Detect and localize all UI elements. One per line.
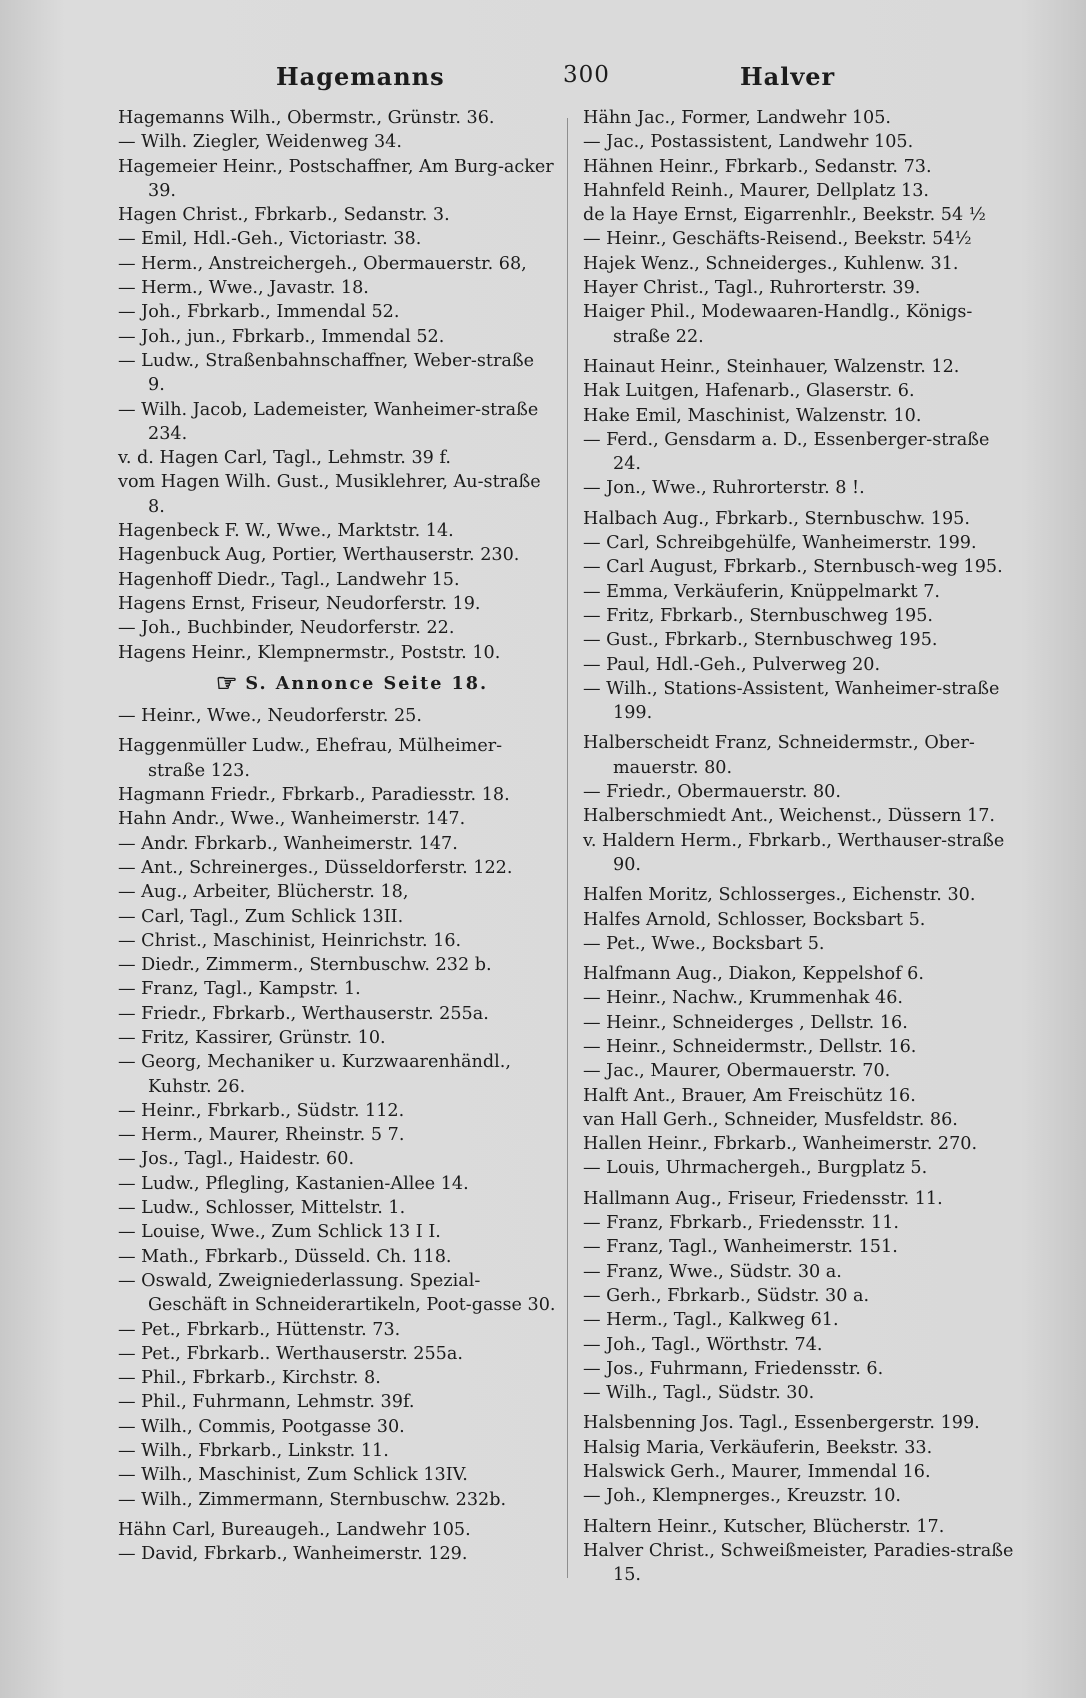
directory-entry: v. d. Hagen Carl, Tagl., Lehmstr. 39 f. xyxy=(118,448,451,469)
directory-entry: — Jac., Maurer, Obermauerstr. 70. xyxy=(583,1061,891,1082)
directory-entry: — Franz, Fbrkarb., Friedensstr. 11. xyxy=(583,1213,899,1234)
directory-entry: — Pet., Wwe., Bocksbart 5. xyxy=(583,933,825,954)
directory-entry: — Herm., Maurer, Rheinstr. 5 7. xyxy=(118,1125,405,1146)
directory-entry: Haggenmüller Ludw., Ehefrau, Mülheimer-straße 123. xyxy=(118,736,503,781)
directory-entry: v. Haldern Herm., Fbrkarb., Werthauser-straße 90. xyxy=(583,830,1005,875)
directory-entry: — Emma, Verkäuferin, Knüppelmarkt 7. xyxy=(583,581,941,602)
running-head-right: Halver xyxy=(740,62,836,91)
directory-entry: — Wilh., Maschinist, Zum Schlick 13IV. xyxy=(118,1465,468,1486)
directory-entry: — Herm., Tagl., Kalkweg 61. xyxy=(583,1310,839,1331)
directory-entry: — Joh., Buchbinder, Neudorferstr. 22. xyxy=(118,618,455,639)
directory-entry: — Herm., Anstreichergeh., Obermauerstr. 68, xyxy=(118,253,527,274)
directory-entry: Hahn Andr., Wwe., Wanheimerstr. 147. xyxy=(118,809,466,830)
directory-entry: — Jac., Postassistent, Landwehr 105. xyxy=(583,132,914,153)
directory-entry: vom Hagen Wilh. Gust., Musiklehrer, Au-straße 8. xyxy=(118,472,541,517)
directory-entry: — Ant., Schreinerges., Düsseldorferstr. 122. xyxy=(118,857,513,878)
directory-entry: — Wilh., Fbrkarb., Linkstr. 11. xyxy=(118,1441,389,1462)
directory-entry: Hayer Christ., Tagl., Ruhrorterstr. 39. xyxy=(583,278,921,299)
directory-entry: Halswick Gerh., Maurer, Immendal 16. xyxy=(583,1462,931,1483)
directory-entry: Hähn Carl, Bureaugeh., Landwehr 105. xyxy=(118,1519,471,1540)
directory-entry: — Oswald, Zweigniederlassung. Spezial-Geschäft in Schneiderartikeln, Poot-gasse 30. xyxy=(118,1270,556,1316)
directory-entry: de la Haye Ernst, Eigarrenhlr., Beekstr. 54 ½ xyxy=(583,205,986,226)
directory-entry: Halsig Maria, Verkäuferin, Beekstr. 33. xyxy=(583,1437,933,1458)
directory-entry: Hagens Heinr., Klempnermstr., Poststr. 10. xyxy=(118,642,501,663)
directory-entry: — Ludw., Straßenbahnschaffner, Weber-straße 9. xyxy=(118,350,535,396)
directory-entry: — Phil., Fbrkarb., Kirchstr. 8. xyxy=(118,1368,381,1389)
directory-entry: Halberschmiedt Ant., Weichenst., Düssern 17. xyxy=(583,806,996,827)
directory-entry: Halfes Arnold, Schlosser, Bocksbart 5. xyxy=(583,909,926,930)
directory-entry: Hähn Jac., Former, Landwehr 105. xyxy=(583,108,892,128)
directory-entry: — Carl August, Fbrkarb., Sternbusch-weg 195. xyxy=(583,557,1003,578)
directory-entry: — Friedr., Obermauerstr. 80. xyxy=(583,782,841,803)
directory-entry: — Wilh., Commis, Pootgasse 30. xyxy=(118,1416,405,1437)
directory-entry: Hagen Christ., Fbrkarb., Sedanstr. 3. xyxy=(118,205,450,226)
directory-entry: — Carl, Schreibgehülfe, Wanheimerstr. 199. xyxy=(583,533,977,554)
directory-entry: — Heinr., Fbrkarb., Südstr. 112. xyxy=(118,1100,405,1121)
directory-entry: — Wilh., Stations-Assistent, Wanheimer-straße 199. xyxy=(583,678,1000,724)
directory-entry: — Louise, Wwe., Zum Schlick 13 I I. xyxy=(118,1222,441,1243)
directory-entry: Hagenbeck F. W., Wwe., Marktstr. 14. xyxy=(118,521,454,542)
directory-entry: — Fritz, Fbrkarb., Sternbuschweg 195. xyxy=(583,605,934,626)
directory-entry: Hake Emil, Maschinist, Walzenstr. 10. xyxy=(583,405,922,426)
directory-entry: — Joh., Klempnerges., Kreuzstr. 10. xyxy=(583,1486,902,1507)
directory-entry: — Louis, Uhrmachergeh., Burgplatz 5. xyxy=(583,1158,928,1179)
annonce-text: S. Annonce Seite 18. xyxy=(245,672,489,694)
directory-entry: — Heinr., Schneidermstr., Dellstr. 16. xyxy=(583,1036,917,1057)
directory-entry: — Joh., Fbrkarb., Immendal 52. xyxy=(118,302,400,323)
directory-entry: — Jon., Wwe., Ruhrorterstr. 8 !. xyxy=(583,478,865,499)
directory-entry: — Wilh., Zimmermann, Sternbuschw. 232b. xyxy=(118,1489,507,1510)
left-column xyxy=(118,106,556,1567)
directory-entry: Halfmann Aug., Diakon, Keppelshof 6. xyxy=(583,964,924,985)
running-head-left: Hagemanns xyxy=(276,62,445,91)
directory-entry: Hagmann Friedr., Fbrkarb., Paradiesstr. 18. xyxy=(118,785,510,806)
directory-entry: — Heinr., Schneiderges , Dellstr. 16. xyxy=(583,1012,908,1033)
directory-entry: Halbach Aug., Fbrkarb., Sternbuschw. 195. xyxy=(583,508,970,529)
directory-entry: — Pet., Fbrkarb.. Werthauserstr. 255a. xyxy=(118,1343,463,1364)
directory-entry: — Friedr., Fbrkarb., Werthauserstr. 255a. xyxy=(118,1003,489,1024)
directory-entry: — Heinr., Nachw., Krummenhak 46. xyxy=(583,988,904,1009)
directory-entry: Haltern Heinr., Kutscher, Blücherstr. 17. xyxy=(583,1516,945,1537)
directory-entry: Hagenhoff Diedr., Tagl., Landwehr 15. xyxy=(118,569,460,590)
directory-entry: — David, Fbrkarb., Wanheimerstr. 129. xyxy=(118,1544,468,1565)
directory-entry: — Joh., jun., Fbrkarb., Immendal 52. xyxy=(118,326,445,347)
directory-entry: — Gust., Fbrkarb., Sternbuschweg 195. xyxy=(583,630,938,651)
directory-entry: — Georg, Mechaniker u. Kurzwaarenhändl., Kuhstr. 26. xyxy=(118,1052,511,1097)
directory-entry: — Jos., Tagl., Haidestr. 60. xyxy=(118,1149,355,1170)
directory-entry: Halver Christ., Schweißmeister, Paradies-straße 15. xyxy=(583,1540,1014,1586)
annonce-reference xyxy=(118,667,556,697)
directory-entry: — Ludw., Pflegling, Kastanien-Allee 14. xyxy=(118,1173,469,1194)
column-divider xyxy=(567,118,568,1578)
directory-entry: — Wilh., Tagl., Südstr. 30. xyxy=(583,1383,815,1404)
directory-entry: — Phil., Fuhrmann, Lehmstr. 39f. xyxy=(118,1392,415,1413)
directory-entry: Hagemeier Heinr., Postschaffner, Am Burg-acker 39. xyxy=(118,156,554,201)
directory-entry: — Ludw., Schlosser, Mittelstr. 1. xyxy=(118,1198,406,1219)
directory-entry: Hallmann Aug., Friseur, Friedensstr. 11. xyxy=(583,1188,943,1209)
directory-entry: — Wilh. Ziegler, Weidenweg 34. xyxy=(118,132,402,153)
directory-entry: — Aug., Arbeiter, Blücherstr. 18, xyxy=(118,882,409,903)
directory-entry: — Emil, Hdl.-Geh., Victoriastr. 38. xyxy=(118,229,422,250)
directory-entry: Hagens Ernst, Friseur, Neudorferstr. 19. xyxy=(118,593,481,614)
directory-entry: Hallen Heinr., Fbrkarb., Wanheimerstr. 270. xyxy=(583,1134,978,1155)
directory-entry: — Wilh. Jacob, Lademeister, Wanheimer-straße 234. xyxy=(118,399,539,444)
directory-entry: Hahnfeld Reinh., Maurer, Dellplatz 13. xyxy=(583,180,930,201)
directory-entry: — Herm., Wwe., Javastr. 18. xyxy=(118,278,369,299)
directory-entry: — Franz, Wwe., Südstr. 30 a. xyxy=(583,1261,842,1282)
directory-entry: Hagemanns Wilh., Obermstr., Grünstr. 36. xyxy=(118,108,495,128)
directory-entry: — Math., Fbrkarb., Düsseld. Ch. 118. xyxy=(118,1246,452,1267)
directory-entry: — Heinr., Geschäfts-Reisend., Beekstr. 54½ xyxy=(583,229,972,250)
directory-entry: — Franz, Tagl., Wanheimerstr. 151. xyxy=(583,1237,898,1258)
directory-entry: — Franz, Tagl., Kampstr. 1. xyxy=(118,979,361,1000)
directory-entry: — Heinr., Wwe., Neudorferstr. 25. xyxy=(118,706,422,727)
directory-entry: — Pet., Fbrkarb., Hüttenstr. 73. xyxy=(118,1319,401,1340)
directory-entry: — Fritz, Kassirer, Grünstr. 10. xyxy=(118,1027,386,1048)
pointing-hand-icon: ☞ xyxy=(215,667,240,697)
directory-entry: — Gerh., Fbrkarb., Südstr. 30 a. xyxy=(583,1285,870,1306)
directory-entry: Hainaut Heinr., Steinhauer, Walzenstr. 12. xyxy=(583,356,960,377)
directory-entry: Hähnen Heinr., Fbrkarb., Sedanstr. 73. xyxy=(583,156,932,177)
page-number: 300 xyxy=(563,62,610,88)
directory-entry: — Jos., Fuhrmann, Friedensstr. 6. xyxy=(583,1358,884,1379)
directory-entry: — Ferd., Gensdarm a. D., Essenberger-straße 24. xyxy=(583,429,990,475)
directory-entry: — Paul, Hdl.-Geh., Pulverweg 20. xyxy=(583,654,881,675)
directory-entry: — Joh., Tagl., Wörthstr. 74. xyxy=(583,1334,823,1355)
directory-entry: — Diedr., Zimmerm., Sternbuschw. 232 b. xyxy=(118,955,492,976)
directory-entry: van Hall Gerh., Schneider, Musfeldstr. 86. xyxy=(583,1109,958,1130)
directory-entry: Hak Luitgen, Hafenarb., Glaserstr. 6. xyxy=(583,381,915,402)
right-column xyxy=(583,106,1017,1588)
directory-entry: — Carl, Tagl., Zum Schlick 13II. xyxy=(118,906,404,927)
directory-entry: Halfen Moritz, Schlosserges., Eichenstr. 30. xyxy=(583,885,976,906)
directory-entry: Halberscheidt Franz, Schneidermstr., Ober-mauerstr. 80. xyxy=(583,733,975,778)
directory-entry: Haiger Phil., Modewaaren-Handlg., Königs-straße 22. xyxy=(583,302,973,347)
directory-entry: — Andr. Fbrkarb., Wanheimerstr. 147. xyxy=(118,833,458,854)
directory-entry: Hajek Wenz., Schneiderges., Kuhlenw. 31. xyxy=(583,253,959,274)
directory-entry: Halsbenning Jos. Tagl., Essenbergerstr. 199. xyxy=(583,1413,980,1434)
directory-entry: Hagenbuck Aug, Portier, Werthauserstr. 230. xyxy=(118,545,520,566)
directory-entry: Halft Ant., Brauer, Am Freischütz 16. xyxy=(583,1085,916,1106)
directory-entry: — Christ., Maschinist, Heinrichstr. 16. xyxy=(118,930,462,951)
